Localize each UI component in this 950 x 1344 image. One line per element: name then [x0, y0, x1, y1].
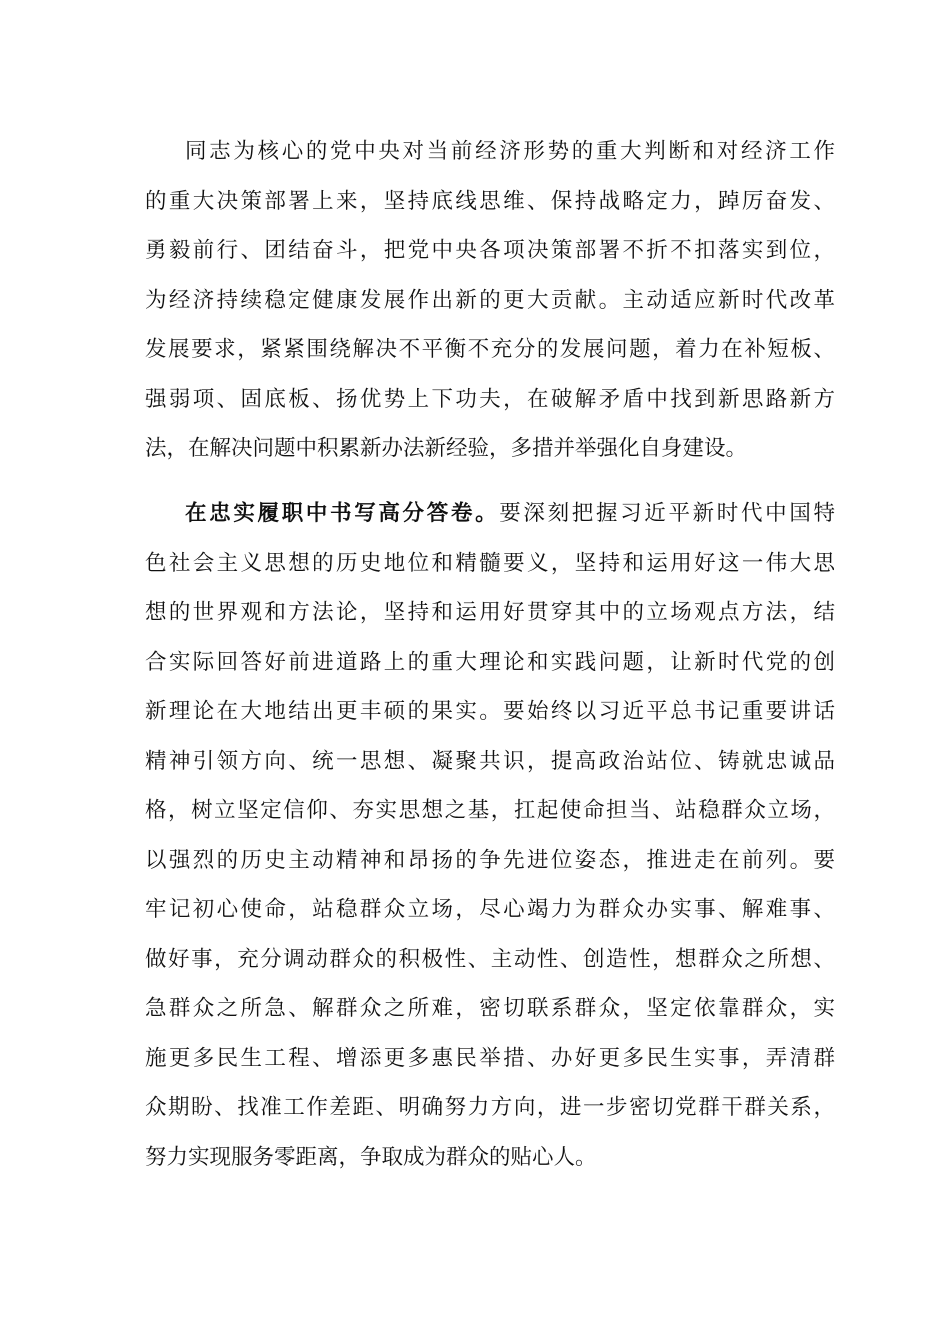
- text-line: 以强烈的历史主动精神和昂扬的争先进位姿态，推进走在前列。要: [145, 847, 835, 873]
- text-line: 众期盼、找准工作差距、明确努力方向，进一步密切党群干群关系，: [145, 1095, 835, 1120]
- text-line: 精神引领方向、统一思想、凝聚共识，提高政治站位、铸就忠诚品: [145, 748, 835, 774]
- text-line: 的重大决策部署上来，坚持底线思维、保持战略定力，踔厉奋发、: [145, 188, 835, 214]
- text-line: 同志为核心的党中央对当前经济形势的重大判断和对经济工作: [185, 139, 835, 164]
- text-line: 新理论在大地结出更丰硕的果实。要始终以习近平总书记重要讲话: [145, 699, 835, 724]
- section-heading: 在忠实履职中书写高分答卷。: [185, 501, 500, 526]
- text-line: 急群众之所急、解群众之所难，密切联系群众，坚定依靠群众，实: [145, 996, 835, 1021]
- text-line: 为经济持续稳定健康发展作出新的更大贡献。主动适应新时代改革: [145, 287, 835, 313]
- paragraph-economic-work: [145, 127, 835, 474]
- text-line: 想的世界观和方法论，坚持和运用好贯穿其中的立场观点方法，结: [145, 600, 835, 625]
- text-fragment: 要深刻把握习近平新时代中国特: [499, 501, 835, 526]
- text-line: 施更多民生工程、增添更多惠民举措、办好更多民生实事，弄清群: [145, 1045, 835, 1071]
- text-line: 发展要求，紧紧围绕解决不平衡不充分的发展问题，着力在补短板、: [145, 337, 835, 362]
- text-line: 勇毅前行、团结奋斗，把党中央各项决策部署不折不扣落实到位，: [145, 238, 835, 263]
- paragraph-faithful-duty: [145, 489, 835, 1182]
- text-line-with-heading: [145, 489, 835, 539]
- text-line: 格，树立坚定信仰、夯实思想之基，扛起使命担当、站稳群众立场，: [145, 798, 835, 823]
- text-line: 法，在解决问题中积累新办法新经验，多措并举强化自身建设。: [145, 436, 748, 461]
- text-line: 牢记初心使命，站稳群众立场，尽心竭力为群众办实事、解难事、: [145, 897, 835, 922]
- text-line: 色社会主义思想的历史地位和精髓要义，坚持和运用好这一伟大思: [145, 550, 835, 576]
- text-line: 做好事，充分调动群众的积极性、主动性、创造性，想群众之所想、: [145, 946, 835, 972]
- text-line: 合实际回答好前进道路上的重大理论和实践问题，让新时代党的创: [145, 649, 835, 675]
- text-line: 努力实现服务零距离，争取成为群众的贴心人。: [145, 1144, 597, 1170]
- text-line: 强弱项、固底板、扬优势上下功夫，在破解矛盾中找到新思路新方: [145, 386, 835, 412]
